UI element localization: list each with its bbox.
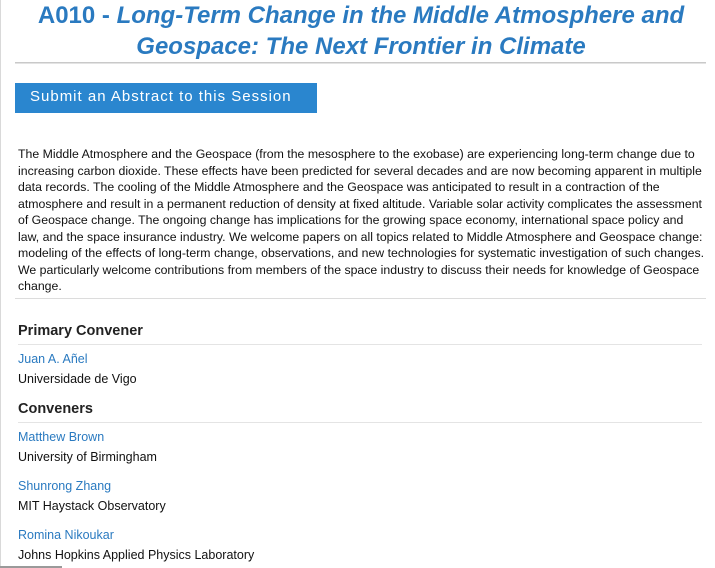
title-divider xyxy=(15,62,706,64)
title-separator: - xyxy=(95,2,117,29)
convener-name-link[interactable]: Matthew Brown xyxy=(18,430,105,444)
session-name: Long-Term Change in the Middle Atmosphere and Geospace: The Next Frontier in Climate xyxy=(116,2,685,60)
convener-affiliation: MIT Haystack Observatory xyxy=(18,499,166,513)
submit-abstract-button[interactable]: Submit an Abstract to this Session xyxy=(15,83,317,113)
session-description: The Middle Atmosphere and the Geospace (from the mesosphere to the exobase) are experiencing long-term change due to increasing carbon dioxide. These effects have been predicted for several decades and are now becoming apparent in multiple data records. The cooling of the Middle Atmosphere and the Geospace was anticipated to result in a contraction of the atmosphere and result in a permanent reduction of density at fixed altitude. Variable solar activity complicates the assessment of Geospace change. The ongoing change has implications for the growing space economy, international space policy and law, and the space insurance industry. We welcome papers on all topics related to Middle Atmosphere and Geospace change: modeling of the effects of long-term change, observations, and new technologies for systematic investigation of such changes. We particularly welcome contributions from members of the space industry to discuss their needs for knowledge of Geospace change. xyxy=(18,147,705,293)
primary-convener-divider xyxy=(18,344,702,345)
convener-name-link[interactable]: Romina Nikoukar xyxy=(18,528,114,542)
primary-convener-name-link[interactable]: Juan A. Añel xyxy=(18,352,88,366)
convener-name-link[interactable]: Shunrong Zhang xyxy=(18,479,112,493)
session-title xyxy=(16,0,706,62)
page-frame-edge xyxy=(0,0,1,568)
description-divider xyxy=(15,298,706,299)
primary-convener-heading: Primary Convener xyxy=(18,323,143,339)
convener-affiliation: Johns Hopkins Applied Physics Laboratory xyxy=(18,548,255,562)
primary-convener-affiliation: Universidade de Vigo xyxy=(18,372,137,386)
session-code: A010 xyxy=(37,2,96,29)
conveners-heading: Conveners xyxy=(18,401,93,417)
convener-affiliation: University of Birmingham xyxy=(18,450,157,464)
conveners-divider xyxy=(18,422,702,423)
